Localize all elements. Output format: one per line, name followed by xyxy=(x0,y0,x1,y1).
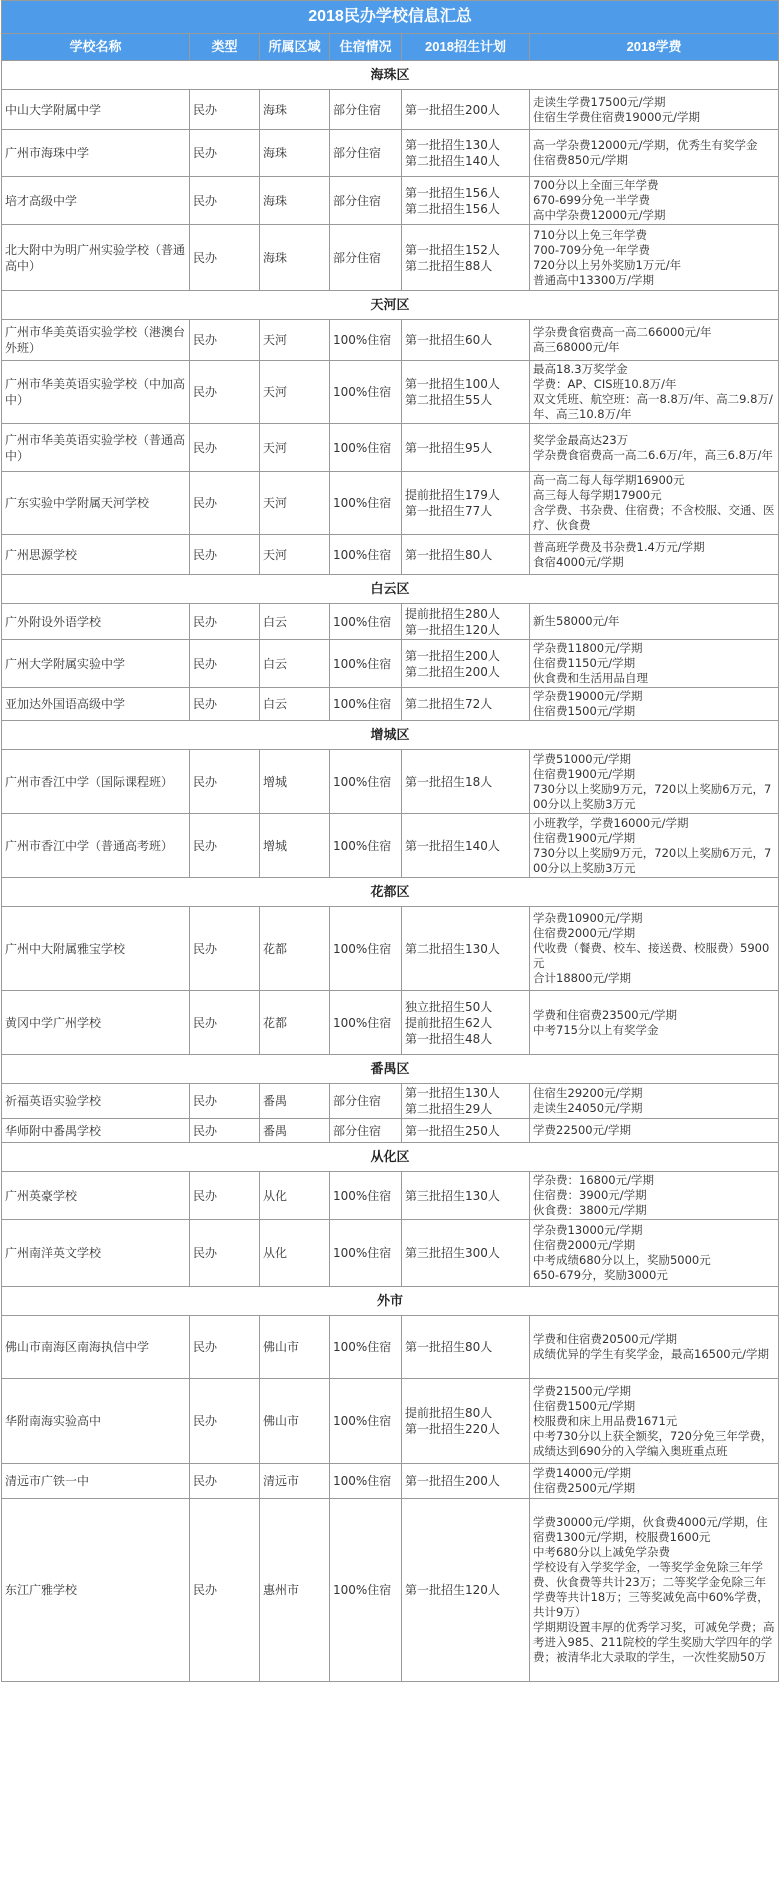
school-name: 亚加达外国语高级中学 xyxy=(2,688,190,721)
school-name: 广东实验中学附属天河学校 xyxy=(2,472,190,535)
fee-line: 普通高中13300万/学期 xyxy=(533,272,654,287)
plan-line: 第二批招生200人 xyxy=(405,664,500,679)
school-type: 民办 xyxy=(190,991,260,1055)
fee-line: 学费51000元/学期 xyxy=(533,751,631,766)
fee-line: 中考715分以上有奖学金 xyxy=(533,1022,659,1037)
school-name: 广州思源学校 xyxy=(2,535,190,575)
plan-line: 第一批招生140人 xyxy=(405,838,500,853)
enrollment-plan xyxy=(402,1220,530,1287)
fee-line: 学校设有入学奖学金，一等奖学金免除三年学费、伙食费等共计23万；二等奖学金免除三年学费等共计18万；三等奖减免高中60%学费，共计9万） xyxy=(533,1560,769,1619)
enrollment-plan xyxy=(402,991,530,1055)
school-row xyxy=(2,535,779,575)
fee-line: 650-679分，奖励3000元 xyxy=(533,1268,668,1282)
school-area: 番禺 xyxy=(260,1119,330,1143)
school-area: 番禺 xyxy=(260,1084,330,1119)
fee-line: 住宿费2000元/学期 xyxy=(533,926,636,940)
fee-line: 700-709分免一年学费 xyxy=(533,242,651,257)
fee-line: 住宿费850元/学期 xyxy=(533,153,628,167)
fee-line: 学杂费：16800元/学期 xyxy=(533,1173,654,1187)
school-type: 民办 xyxy=(190,1379,260,1464)
plan-line: 第二批招生156人 xyxy=(405,201,500,216)
plan-line: 第二批招生55人 xyxy=(405,393,493,407)
school-row xyxy=(2,1119,779,1143)
enrollment-plan xyxy=(402,90,530,130)
school-row xyxy=(2,814,779,878)
plan-line: 第一批招生250人 xyxy=(405,1123,500,1138)
school-area: 佛山市 xyxy=(260,1379,330,1464)
plan-line: 第一批招生18人 xyxy=(405,774,493,789)
enrollment-plan xyxy=(402,361,530,424)
enrollment-plan xyxy=(402,320,530,361)
school-lodging: 100%住宿 xyxy=(330,1172,402,1220)
enrollment-plan xyxy=(402,688,530,721)
district-heading: 外市 xyxy=(2,1287,779,1316)
school-row xyxy=(2,688,779,721)
school-area: 海珠 xyxy=(260,177,330,225)
district-row xyxy=(2,1143,779,1172)
header-fee: 2018学费 xyxy=(530,34,779,61)
fee-line: 学费21500元/学期 xyxy=(533,1383,631,1398)
enrollment-plan xyxy=(402,1499,530,1682)
school-type: 民办 xyxy=(190,1084,260,1119)
tuition-fee xyxy=(530,90,779,130)
school-lodging: 部分住宿 xyxy=(330,225,402,291)
school-type: 民办 xyxy=(190,814,260,878)
school-name: 广外附设外语学校 xyxy=(2,604,190,640)
fee-line: 普高班学费及书杂费1.4万元/学期 xyxy=(533,539,705,554)
fee-line: 校服费和床上用品费1671元 xyxy=(533,1413,678,1428)
plan-line: 第一批招生200人 xyxy=(405,1474,500,1488)
district-row xyxy=(2,1287,779,1316)
district-heading: 增城区 xyxy=(2,721,779,750)
school-area: 白云 xyxy=(260,688,330,721)
plan-line: 第一批招生100人 xyxy=(405,377,500,391)
fee-line: 中考730分以上获全额奖，720分免三年学费，成绩达到690分的入学编入奥班重点班 xyxy=(533,1428,773,1458)
school-name: 广州市香江中学（国际课程班） xyxy=(2,750,190,814)
tuition-fee xyxy=(530,361,779,424)
school-type: 民办 xyxy=(190,225,260,291)
plan-line: 第一批招生80人 xyxy=(405,547,493,562)
plan-line: 第二批招生140人 xyxy=(405,154,500,168)
school-area: 增城 xyxy=(260,750,330,814)
fee-line: 710分以上免三年学费 xyxy=(533,227,647,242)
school-type: 民办 xyxy=(190,535,260,575)
enrollment-plan xyxy=(402,225,530,291)
enrollment-plan xyxy=(402,1464,530,1499)
district-row xyxy=(2,878,779,907)
school-type: 民办 xyxy=(190,90,260,130)
school-type: 民办 xyxy=(190,1499,260,1682)
fee-line: 住宿费1900元/学期 xyxy=(533,830,636,845)
school-name: 祈福英语实验学校 xyxy=(2,1084,190,1119)
tuition-fee xyxy=(530,1379,779,1464)
school-lodging: 部分住宿 xyxy=(330,1119,402,1143)
plan-line: 第一批招生120人 xyxy=(405,1583,500,1597)
plan-line: 第三批招生130人 xyxy=(405,1188,500,1203)
plan-line: 提前批招生280人 xyxy=(405,606,500,621)
school-type: 民办 xyxy=(190,472,260,535)
fee-line: 学杂费13000元/学期 xyxy=(533,1223,643,1237)
school-lodging: 100%住宿 xyxy=(330,1379,402,1464)
enrollment-plan xyxy=(402,1379,530,1464)
fee-line: 学杂费食宿费高一高二66000元/年 xyxy=(533,325,712,339)
district-row xyxy=(2,61,779,90)
table-title: 2018民办学校信息汇总 xyxy=(2,1,779,34)
tuition-fee xyxy=(530,604,779,640)
school-area: 海珠 xyxy=(260,225,330,291)
fee-line: 住宿费1500元/学期 xyxy=(533,704,636,718)
school-area: 白云 xyxy=(260,604,330,640)
school-row xyxy=(2,472,779,535)
plan-line: 第一批招生80人 xyxy=(405,1340,493,1354)
title-row xyxy=(2,1,779,34)
school-lodging: 100%住宿 xyxy=(330,320,402,361)
header-row xyxy=(2,34,779,61)
school-area: 从化 xyxy=(260,1172,330,1220)
fee-line: 高三68000元/年 xyxy=(533,340,620,354)
plan-line: 第二批招生72人 xyxy=(405,697,493,711)
school-name: 广州大学附属实验中学 xyxy=(2,640,190,688)
school-type: 民办 xyxy=(190,320,260,361)
fee-line: 高一高二每人每学期16900元 xyxy=(533,473,685,487)
plan-line: 提前批招生80人 xyxy=(405,1406,493,1420)
district-row xyxy=(2,291,779,320)
header-type: 类型 xyxy=(190,34,260,61)
tuition-fee xyxy=(530,535,779,575)
school-lodging: 100%住宿 xyxy=(330,472,402,535)
plan-line: 第一批招生60人 xyxy=(405,333,493,347)
fee-line: 双文凭班、航空班：高一8.8万/年、高二9.8万/年、高三10.8万/年 xyxy=(533,392,773,421)
school-name: 广州英豪学校 xyxy=(2,1172,190,1220)
school-area: 天河 xyxy=(260,472,330,535)
school-type: 民办 xyxy=(190,177,260,225)
enrollment-plan xyxy=(402,1084,530,1119)
enrollment-plan xyxy=(402,640,530,688)
plan-line: 第一批招生48人 xyxy=(405,1031,493,1046)
district-row xyxy=(2,575,779,604)
tuition-fee xyxy=(530,472,779,535)
fee-line: 伙食费：3800元/学期 xyxy=(533,1203,647,1217)
fee-line: 走读生24050元/学期 xyxy=(533,1101,643,1115)
plan-line: 独立批招生50人 xyxy=(405,999,493,1014)
school-name: 华附南海实验高中 xyxy=(2,1379,190,1464)
fee-line: 住宿费2000元/学期 xyxy=(533,1238,636,1252)
school-row xyxy=(2,1464,779,1499)
school-lodging: 100%住宿 xyxy=(330,424,402,472)
school-lodging: 100%住宿 xyxy=(330,604,402,640)
fee-line: 高三每人每学期17900元 xyxy=(533,488,662,502)
school-area: 增城 xyxy=(260,814,330,878)
fee-line: 住宿生29200元/学期 xyxy=(533,1086,643,1100)
school-row xyxy=(2,991,779,1055)
school-type: 民办 xyxy=(190,688,260,721)
enrollment-plan xyxy=(402,177,530,225)
enrollment-plan xyxy=(402,472,530,535)
fee-line: 学杂费11800元/学期 xyxy=(533,641,643,655)
header-area: 所属区域 xyxy=(260,34,330,61)
school-area: 清远市 xyxy=(260,1464,330,1499)
school-name: 广州市华美英语实验学校（普通高中） xyxy=(2,424,190,472)
fee-line: 学费和住宿费20500元/学期 xyxy=(533,1332,677,1346)
enrollment-plan xyxy=(402,535,530,575)
school-area: 天河 xyxy=(260,424,330,472)
plan-line: 第一批招生120人 xyxy=(405,622,500,637)
school-name: 北大附中为明广州实验学校（普通高中） xyxy=(2,225,190,291)
plan-line: 第一批招生200人 xyxy=(405,102,500,117)
plan-line: 第一批招生220人 xyxy=(405,1422,500,1436)
school-name: 广州市海珠中学 xyxy=(2,130,190,177)
school-row xyxy=(2,225,779,291)
school-lodging: 100%住宿 xyxy=(330,750,402,814)
fee-line: 学杂费10900元/学期 xyxy=(533,911,643,925)
school-area: 海珠 xyxy=(260,90,330,130)
school-name: 广州南洋英文学校 xyxy=(2,1220,190,1287)
fee-line: 720分以上另外奖励1万元/年 xyxy=(533,257,682,272)
school-area: 天河 xyxy=(260,320,330,361)
fee-line: 学杂费食宿费高一高二6.6万/年，高三6.8万/年 xyxy=(533,447,773,462)
school-type: 民办 xyxy=(190,1316,260,1379)
school-area: 海珠 xyxy=(260,130,330,177)
school-row xyxy=(2,177,779,225)
school-lodging: 部分住宿 xyxy=(330,130,402,177)
enrollment-plan xyxy=(402,1119,530,1143)
fee-line: 奖学金最高达23万 xyxy=(533,432,629,447)
fee-line: 670-699分免一半学费 xyxy=(533,193,651,207)
tuition-fee xyxy=(530,1316,779,1379)
school-name: 培才高级中学 xyxy=(2,177,190,225)
district-row xyxy=(2,1055,779,1084)
tuition-fee xyxy=(530,750,779,814)
district-row xyxy=(2,721,779,750)
fee-line: 小班教学，学费16000元/学期 xyxy=(533,815,689,830)
fee-line: 730分以上奖励9万元，720以上奖励6万元，700分以上奖励3万元 xyxy=(533,781,772,811)
plan-line: 第二批招生88人 xyxy=(405,258,493,273)
plan-line: 第一批招生200人 xyxy=(405,648,500,663)
plan-line: 第二批招生29人 xyxy=(405,1102,493,1116)
fee-line: 伙食费和生活用品自理 xyxy=(533,671,648,685)
plan-line: 第一批招生130人 xyxy=(405,138,500,152)
fee-line: 学费22500元/学期 xyxy=(533,1123,631,1137)
school-lodging: 100%住宿 xyxy=(330,535,402,575)
school-lodging: 100%住宿 xyxy=(330,814,402,878)
plan-line: 第一批招生156人 xyxy=(405,185,500,200)
tuition-fee xyxy=(530,991,779,1055)
fee-line: 住宿费1900元/学期 xyxy=(533,766,636,781)
fee-line: 住宿费2500元/学期 xyxy=(533,1481,636,1495)
fee-line: 合计18800元/学期 xyxy=(533,971,631,985)
tuition-fee xyxy=(530,1119,779,1143)
school-name: 清远市广铁一中 xyxy=(2,1464,190,1499)
district-heading: 海珠区 xyxy=(2,61,779,90)
fee-line: 走读生学费17500元/学期 xyxy=(533,94,666,109)
school-row xyxy=(2,640,779,688)
school-lodging: 100%住宿 xyxy=(330,1316,402,1379)
school-type: 民办 xyxy=(190,424,260,472)
school-row xyxy=(2,1499,779,1682)
fee-line: 代收费（餐费、校车、接送费、校服费）5900元 xyxy=(533,941,770,970)
tuition-fee xyxy=(530,225,779,291)
fee-line: 730分以上奖励9万元，720以上奖励6万元，700分以上奖励3万元 xyxy=(533,845,772,875)
fee-line: 成绩优异的学生有奖学金，最高16500元/学期 xyxy=(533,1347,769,1361)
district-heading: 从化区 xyxy=(2,1143,779,1172)
fee-line: 食宿4000元/学期 xyxy=(533,554,624,569)
enrollment-plan xyxy=(402,1316,530,1379)
fee-line: 含学费、书杂费、住宿费；不含校服、交通、医疗、伙食费 xyxy=(533,503,775,532)
header-school-name: 学校名称 xyxy=(2,34,190,61)
tuition-fee xyxy=(530,688,779,721)
school-row xyxy=(2,1316,779,1379)
plan-line: 第三批招生300人 xyxy=(405,1246,500,1260)
fee-line: 学杂费19000元/学期 xyxy=(533,689,643,703)
school-area: 天河 xyxy=(260,361,330,424)
fee-line: 高中学杂费12000元/学期 xyxy=(533,208,666,222)
tuition-fee xyxy=(530,640,779,688)
fee-line: 学费：AP、CIS班10.8万/年 xyxy=(533,377,677,391)
school-lodging: 100%住宿 xyxy=(330,907,402,991)
tuition-fee xyxy=(530,1172,779,1220)
school-type: 民办 xyxy=(190,907,260,991)
header-plan: 2018招生计划 xyxy=(402,34,530,61)
school-type: 民办 xyxy=(190,361,260,424)
school-lodging: 100%住宿 xyxy=(330,640,402,688)
school-name: 黄冈中学广州学校 xyxy=(2,991,190,1055)
school-lodging: 部分住宿 xyxy=(330,90,402,130)
school-type: 民办 xyxy=(190,750,260,814)
school-area: 惠州市 xyxy=(260,1499,330,1682)
enrollment-plan xyxy=(402,907,530,991)
tuition-fee xyxy=(530,1084,779,1119)
school-row xyxy=(2,320,779,361)
school-area: 花都 xyxy=(260,991,330,1055)
fee-line: 中考成绩680分以上，奖励5000元 xyxy=(533,1253,711,1267)
enrollment-plan xyxy=(402,1172,530,1220)
fee-line: 新生58000元/年 xyxy=(533,614,620,628)
school-area: 从化 xyxy=(260,1220,330,1287)
school-row xyxy=(2,1220,779,1287)
tuition-fee xyxy=(530,1464,779,1499)
school-row xyxy=(2,130,779,177)
school-row xyxy=(2,907,779,991)
fee-line: 住宿费：3900元/学期 xyxy=(533,1188,647,1202)
enrollment-plan xyxy=(402,424,530,472)
school-lodging: 部分住宿 xyxy=(330,177,402,225)
header-lodging: 住宿情况 xyxy=(330,34,402,61)
school-row xyxy=(2,1379,779,1464)
school-lodging: 100%住宿 xyxy=(330,1464,402,1499)
plan-line: 第一批招生77人 xyxy=(405,504,493,518)
school-name: 华师附中番禺学校 xyxy=(2,1119,190,1143)
fee-line: 最高18.3万奖学金 xyxy=(533,362,628,376)
plan-line: 第一批招生130人 xyxy=(405,1086,500,1100)
school-row xyxy=(2,361,779,424)
district-heading: 白云区 xyxy=(2,575,779,604)
enrollment-plan xyxy=(402,750,530,814)
school-row xyxy=(2,1084,779,1119)
school-name: 东江广雅学校 xyxy=(2,1499,190,1682)
district-heading: 花都区 xyxy=(2,878,779,907)
school-row xyxy=(2,1172,779,1220)
tuition-fee xyxy=(530,814,779,878)
plan-line: 提前批招生179人 xyxy=(405,488,500,502)
school-lodging: 100%住宿 xyxy=(330,1220,402,1287)
school-name: 广州市华美英语实验学校（港澳台外班） xyxy=(2,320,190,361)
school-area: 佛山市 xyxy=(260,1316,330,1379)
school-lodging: 100%住宿 xyxy=(330,361,402,424)
school-name: 广州市香江中学（普通高考班） xyxy=(2,814,190,878)
fee-line: 住宿费1150元/学期 xyxy=(533,656,636,670)
school-lodging: 100%住宿 xyxy=(330,1499,402,1682)
school-type: 民办 xyxy=(190,604,260,640)
district-heading: 天河区 xyxy=(2,291,779,320)
fee-line: 学期期设置丰厚的优秀学习奖，可减免学费；高考进入985、211院校的学生奖励大学四年的学费；被清华北大录取的学生，一次性奖励50万 xyxy=(533,1620,775,1664)
tuition-fee xyxy=(530,130,779,177)
school-type: 民办 xyxy=(190,1220,260,1287)
school-area: 天河 xyxy=(260,535,330,575)
school-type: 民办 xyxy=(190,130,260,177)
plan-line: 提前批招生62人 xyxy=(405,1015,493,1030)
tuition-fee xyxy=(530,907,779,991)
fee-line: 住宿生学费住宿费19000元/学期 xyxy=(533,109,700,124)
tuition-fee xyxy=(530,1220,779,1287)
school-type: 民办 xyxy=(190,1172,260,1220)
school-area: 白云 xyxy=(260,640,330,688)
school-info-table xyxy=(1,0,779,1682)
district-heading: 番禺区 xyxy=(2,1055,779,1084)
enrollment-plan xyxy=(402,130,530,177)
school-row xyxy=(2,424,779,472)
school-name: 佛山市南海区南海执信中学 xyxy=(2,1316,190,1379)
enrollment-plan xyxy=(402,814,530,878)
school-type: 民办 xyxy=(190,1119,260,1143)
school-row xyxy=(2,90,779,130)
school-lodging: 100%住宿 xyxy=(330,688,402,721)
tuition-fee xyxy=(530,424,779,472)
fee-line: 学费和住宿费23500元/学期 xyxy=(533,1007,677,1022)
school-name: 中山大学附属中学 xyxy=(2,90,190,130)
plan-line: 第一批招生95人 xyxy=(405,440,493,455)
school-type: 民办 xyxy=(190,1464,260,1499)
school-lodging: 部分住宿 xyxy=(330,1084,402,1119)
fee-line: 学费30000元/学期，伙食费4000元/学期，住宿费1300元/学期，校服费1600元 xyxy=(533,1515,768,1544)
tuition-fee xyxy=(530,320,779,361)
fee-line: 住宿费1500元/学期 xyxy=(533,1398,636,1413)
tuition-fee xyxy=(530,177,779,225)
enrollment-plan xyxy=(402,604,530,640)
fee-line: 高一学杂费12000元/学期，优秀生有奖学金 xyxy=(533,138,758,152)
plan-line: 第二批招生130人 xyxy=(405,941,500,956)
school-name: 广州市华美英语实验学校（中加高中） xyxy=(2,361,190,424)
school-lodging: 100%住宿 xyxy=(330,991,402,1055)
school-row xyxy=(2,604,779,640)
school-name: 广州中大附属雅宝学校 xyxy=(2,907,190,991)
tuition-fee xyxy=(530,1499,779,1682)
fee-line: 700分以上全面三年学费 xyxy=(533,178,659,192)
school-area: 花都 xyxy=(260,907,330,991)
school-type: 民办 xyxy=(190,640,260,688)
school-row xyxy=(2,750,779,814)
plan-line: 第一批招生152人 xyxy=(405,242,500,257)
fee-line: 中考680分以上减免学杂费 xyxy=(533,1545,670,1559)
fee-line: 学费14000元/学期 xyxy=(533,1466,631,1480)
